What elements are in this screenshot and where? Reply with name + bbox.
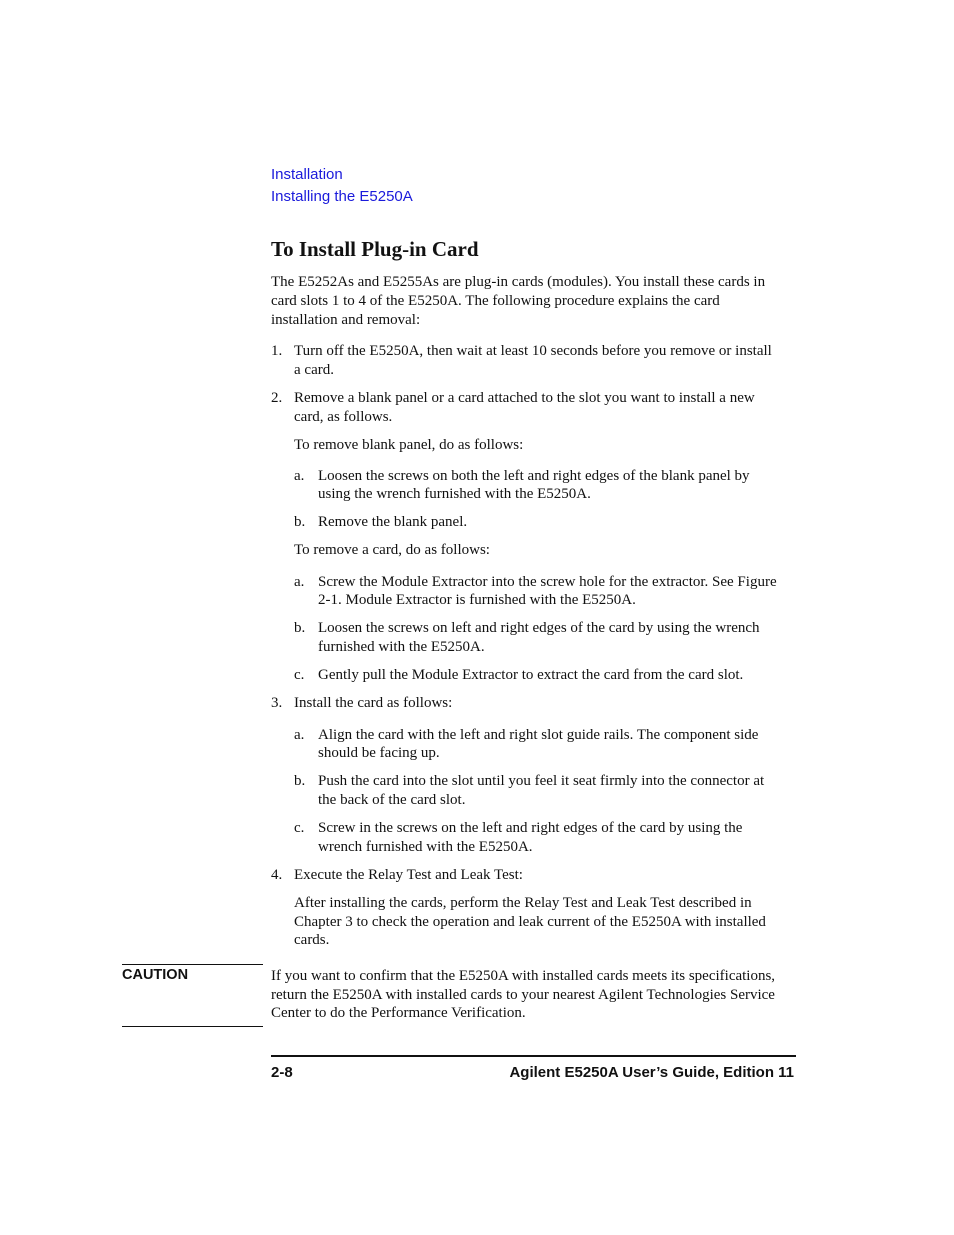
page-title: To Install Plug-in Card	[271, 237, 479, 261]
caution-label: CAUTION	[122, 967, 189, 983]
substep-text: the back of the card slot.	[318, 792, 466, 808]
substep-text: 2-1. Module Extractor is furnished with the E5250A.	[318, 592, 636, 608]
caution-text: Center to do the Performance Verification.	[271, 1005, 526, 1021]
substep-text: Push the card into the slot until you feel it seat firmly into the connector at	[318, 773, 765, 789]
caution-top-rule	[122, 964, 263, 965]
step-text: a card.	[294, 362, 334, 378]
caution-bottom-rule	[122, 1026, 263, 1027]
substep-text: Gently pull the Module Extractor to extract the card from the card slot.	[318, 667, 744, 683]
breadcrumb-installation[interactable]: Installation	[271, 166, 343, 183]
step-text: Remove a blank panel or a card attached to the slot you want to install a new	[294, 390, 755, 406]
substep-text: furnished with the E5250A.	[318, 639, 485, 655]
step-number: 1.	[271, 343, 283, 359]
step-text: card, as follows.	[294, 409, 393, 425]
step-body: Chapter 3 to check the operation and leak current of the E5250A with installed	[294, 914, 766, 930]
page-number: 2-8	[271, 1064, 293, 1081]
step-text: Install the card as follows:	[294, 695, 453, 711]
substep-label: b.	[294, 514, 306, 530]
substep-label: b.	[294, 620, 306, 636]
substep-label: b.	[294, 773, 306, 789]
intro-line: card slots 1 to 4 of the E5250A. The following procedure explains the card	[271, 293, 720, 309]
caution-text: return the E5250A with installed cards to your nearest Agilent Technologies Service	[271, 987, 775, 1003]
step-number: 2.	[271, 390, 283, 406]
step-body: After installing the cards, perform the Relay Test and Leak Test described in	[294, 895, 752, 911]
substep-intro: To remove a card, do as follows:	[294, 542, 490, 558]
step-text: Turn off the E5250A, then wait at least 10 seconds before you remove or install	[294, 343, 772, 359]
substep-text: Remove the blank panel.	[318, 514, 468, 530]
breadcrumb-installing-e5250a[interactable]: Installing the E5250A	[271, 188, 413, 205]
step-body: cards.	[294, 932, 330, 948]
step-number: 3.	[271, 695, 283, 711]
step-text: Execute the Relay Test and Leak Test:	[294, 867, 523, 883]
substep-text: Loosen the screws on left and right edges of the card by using the wrench	[318, 620, 760, 636]
substep-text: Loosen the screws on both the left and right edges of the blank panel by	[318, 468, 750, 484]
intro-line: installation and removal:	[271, 312, 421, 328]
substep-text: Screw the Module Extractor into the screw hole for the extractor. See Figure	[318, 574, 777, 590]
substep-label: c.	[294, 820, 305, 836]
substep-label: c.	[294, 667, 305, 683]
substep-text: Screw in the screws on the left and right edges of the card by using the	[318, 820, 743, 836]
step-number: 4.	[271, 867, 283, 883]
caution-text: If you want to confirm that the E5250A with installed cards meets its specifications,	[271, 968, 776, 984]
substep-intro: To remove blank panel, do as follows:	[294, 437, 524, 453]
substep-label: a.	[294, 574, 305, 590]
footer-rule	[271, 1055, 796, 1057]
substep-text: should be facing up.	[318, 745, 440, 761]
substep-text: using the wrench furnished with the E5250A.	[318, 486, 591, 502]
substep-text: Align the card with the left and right slot guide rails. The component side	[318, 727, 759, 743]
intro-line: The E5252As and E5255As are plug-in cards (modules). You install these cards in	[271, 274, 766, 290]
substep-label: a.	[294, 727, 305, 743]
substep-text: wrench furnished with the E5250A.	[318, 839, 533, 855]
guide-title: Agilent E5250A User’s Guide, Edition 11	[509, 1064, 794, 1081]
substep-label: a.	[294, 468, 305, 484]
